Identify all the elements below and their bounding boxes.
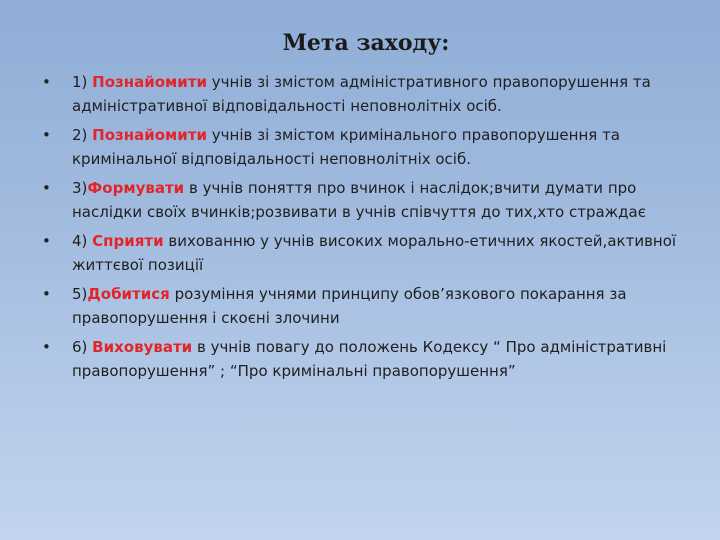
- item-text: учнів зі змістом адміністративного правопорушення та адміністративної відповідальності неповнолітніх осіб.: [72, 73, 651, 115]
- list-item: [40, 176, 690, 224]
- bullet-icon: •: [42, 232, 51, 250]
- item-number: 3): [72, 179, 88, 197]
- list-item: [40, 282, 690, 330]
- item-number: 1): [72, 73, 93, 91]
- slide-title: Мета заходу:: [282, 30, 450, 56]
- goals-list: [40, 70, 690, 388]
- item-keyword: Сприяти: [92, 232, 164, 250]
- item-text: в учнів поняття про вчинок і наслідок;вчити думати про наслідки своїх вчинків;розвивати в учнів співчуття до тих,хто страждає: [72, 179, 646, 221]
- item-number: 2): [72, 126, 93, 144]
- item-keyword: Добитися: [87, 285, 170, 303]
- list-item: [40, 70, 690, 118]
- bullet-icon: •: [42, 73, 51, 91]
- list-item: [40, 123, 690, 171]
- item-text: учнів зі змістом кримінального правопорушення та кримінальної відповідальності неповнолітніх осіб.: [72, 126, 620, 168]
- bullet-icon: •: [42, 338, 51, 356]
- item-number: 5): [72, 285, 88, 303]
- item-keyword: Познайомити: [92, 126, 208, 144]
- item-keyword: Формувати: [87, 179, 185, 197]
- item-text: розуміння учнями принципу обов’язкового покарання за правопорушення і скоєні злочини: [72, 285, 627, 327]
- item-keyword: Виховувати: [92, 338, 193, 356]
- item-text: в учнів повагу до положень Кодексу “ Про адміністративні правопорушення” ; “Про кримінальні правопорушення”: [72, 338, 667, 380]
- item-number: 4): [72, 232, 93, 250]
- list-item: [40, 229, 690, 277]
- item-keyword: Познайомити: [92, 73, 208, 91]
- bullet-icon: •: [42, 285, 51, 303]
- bullet-icon: •: [42, 179, 51, 197]
- item-text: вихованню у учнів високих морально-етичних якостей,активної життєвої позиції: [72, 232, 677, 274]
- list-item: [40, 335, 690, 383]
- item-number: 6): [72, 338, 93, 356]
- bullet-icon: •: [42, 126, 51, 144]
